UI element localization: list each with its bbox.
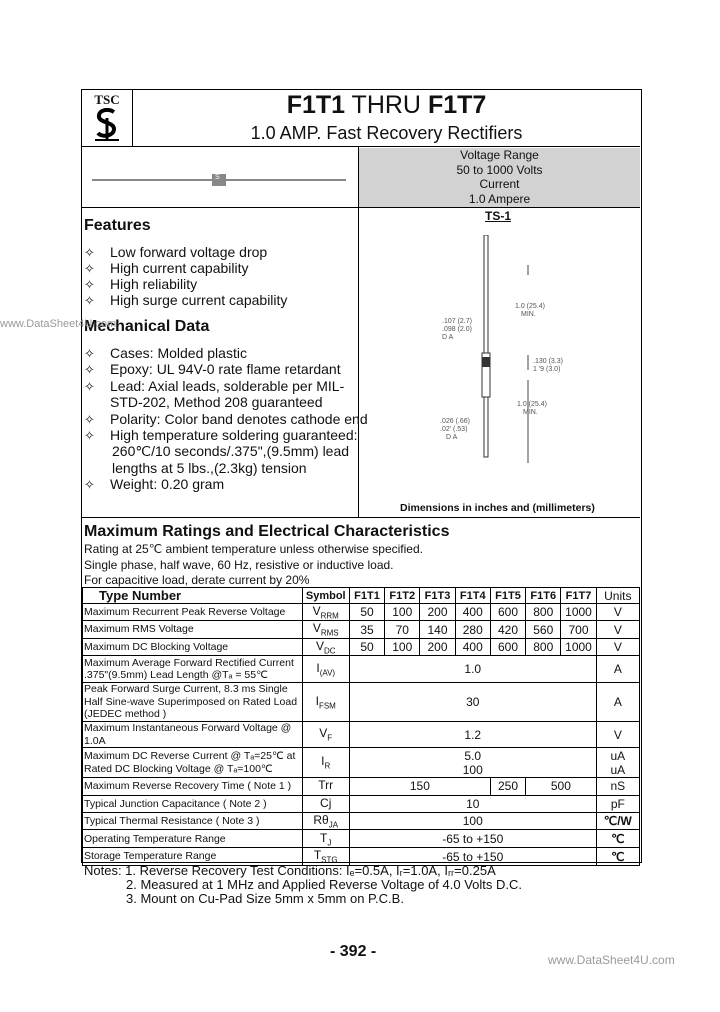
value-text: 1.2 bbox=[464, 727, 482, 742]
value-cell bbox=[349, 830, 596, 848]
symbol-main: V bbox=[312, 621, 321, 636]
value-cell bbox=[349, 722, 596, 748]
param-symbol bbox=[302, 604, 349, 621]
value-text: 100 bbox=[462, 762, 483, 777]
page-subtitle: 1.0 AMP. Fast Recovery Rectifiers bbox=[250, 123, 523, 143]
param-label: Maximum Instantaneous Forward Voltage @ 1.0A bbox=[83, 722, 303, 748]
dim-text: 1 '9 (3.0) bbox=[533, 366, 561, 373]
value-cell: 35 bbox=[349, 621, 384, 638]
mechanical-text: 260℃/10 seconds/.375",(9.5mm) lead bbox=[112, 443, 350, 460]
intro-line: Single phase, half wave, 60 Hz, resistive or inductive load. bbox=[84, 557, 394, 572]
param-symbol bbox=[302, 812, 349, 829]
value-cell: 140 bbox=[420, 621, 455, 638]
feature-item bbox=[84, 292, 287, 309]
mechanical-item bbox=[84, 427, 358, 444]
mechanical-text: Lead: Axial leads, solderable per MIL- bbox=[110, 377, 345, 394]
param-label: Maximum RMS Voltage bbox=[83, 621, 303, 638]
table-header-row bbox=[83, 588, 640, 604]
value-cell: 150 bbox=[349, 778, 490, 795]
diamond-bullet-icon: ✧ bbox=[84, 362, 95, 378]
package-outline-drawing bbox=[470, 235, 540, 465]
param-symbol bbox=[302, 722, 349, 748]
symbol-main: I bbox=[316, 660, 320, 675]
unit-text: nS bbox=[610, 779, 626, 794]
header-part: F1T4 bbox=[455, 588, 490, 604]
symbol-sub: FSM bbox=[318, 701, 336, 711]
value-cell: 100 bbox=[385, 638, 420, 655]
title-part1: F1T1 bbox=[286, 91, 346, 119]
table-row bbox=[83, 830, 640, 848]
param-label: Maximum Average Forward Rectified Current .375"(9.5mm) Lead Length @Tₐ = 55℃ bbox=[83, 656, 303, 683]
package-name: TS-1 bbox=[485, 209, 512, 223]
value-text: 10 bbox=[466, 796, 480, 811]
unit-text: ℃/W bbox=[603, 814, 632, 829]
mechanical-item bbox=[84, 378, 344, 395]
divider bbox=[82, 517, 640, 518]
page-number: - 392 - bbox=[330, 943, 377, 960]
unit-text: uA bbox=[610, 762, 626, 777]
diamond-bullet-icon: ✧ bbox=[84, 277, 95, 292]
unit-cell bbox=[596, 795, 639, 812]
dim-length-bottom bbox=[517, 401, 547, 417]
mechanical-item bbox=[84, 394, 322, 410]
value-text: 1.0 bbox=[464, 662, 482, 677]
logo-text: TSC bbox=[94, 92, 120, 107]
unit-cell bbox=[596, 812, 639, 829]
note-2: 2. Measured at 1 MHz and Applied Reverse Voltage of 4.0 Volts D.C. bbox=[126, 877, 522, 892]
range-line2: 50 to 1000 Volts bbox=[456, 162, 543, 177]
dimensions-caption: Dimensions in inches and (millimeters) bbox=[400, 502, 595, 514]
value-cell: 400 bbox=[455, 638, 490, 655]
diamond-bullet-icon: ✧ bbox=[84, 428, 95, 443]
param-label: Typical Junction Capacitance ( Note 2 ) bbox=[83, 795, 303, 812]
param-symbol bbox=[302, 683, 349, 722]
ratings-intro bbox=[84, 542, 423, 589]
mechanical-text: Epoxy: UL 94V-0 rate flame retardant bbox=[110, 361, 341, 378]
page-title bbox=[133, 91, 640, 120]
param-label: Storage Temperature Range bbox=[83, 848, 303, 865]
dim-lead-bottom bbox=[440, 418, 470, 442]
range-line4: 1.0 Ampere bbox=[468, 191, 531, 206]
header-part: F1T3 bbox=[420, 588, 455, 604]
note-3: 3. Mount on Cu-Pad Size 5mm x 5mm on P.C.B. bbox=[126, 891, 404, 906]
table-row bbox=[83, 604, 640, 621]
value-cell bbox=[349, 683, 596, 722]
symbol-main: V bbox=[315, 638, 324, 653]
value-text: -65 to +150 bbox=[442, 849, 504, 864]
value-cell: 400 bbox=[455, 604, 490, 621]
param-label: Typical Thermal Resistance ( Note 3 ) bbox=[83, 812, 303, 829]
symbol-sub: J bbox=[327, 838, 332, 848]
value-cell bbox=[349, 748, 596, 778]
diamond-bullet-icon: ✧ bbox=[84, 293, 95, 308]
symbol-main: Trr bbox=[318, 778, 334, 793]
unit-cell bbox=[596, 722, 639, 748]
unit-cell bbox=[596, 683, 639, 722]
mechanical-item bbox=[84, 345, 247, 362]
dim-text: 1.0 (25.4) bbox=[515, 303, 545, 310]
unit-text: ℃ bbox=[611, 849, 625, 864]
symbol-main: T bbox=[313, 848, 322, 863]
unit-text: A bbox=[613, 695, 622, 710]
unit-cell bbox=[596, 848, 639, 865]
dim-body-length bbox=[533, 358, 563, 374]
param-symbol bbox=[302, 830, 349, 848]
value-text: 5.0 bbox=[464, 748, 482, 763]
watermark-right: www.DataSheet4U.com bbox=[548, 953, 675, 967]
symbol-main: T bbox=[320, 830, 328, 845]
param-label: Maximum DC Reverse Current @ Tₐ=25℃ at Rated DC Blocking Voltage @ Tₐ=100℃ bbox=[83, 748, 303, 778]
diamond-bullet-icon: ✧ bbox=[84, 378, 95, 394]
ratings-table bbox=[82, 587, 640, 866]
value-cell: 600 bbox=[490, 604, 525, 621]
table-row bbox=[83, 748, 640, 778]
symbol-main: Rθ bbox=[313, 812, 329, 827]
dim-text: .107 (2.7) bbox=[442, 318, 472, 325]
unit-text: V bbox=[613, 639, 622, 654]
header-part: F1T6 bbox=[526, 588, 561, 604]
value-cell: 50 bbox=[349, 638, 384, 655]
value-cell: 800 bbox=[526, 604, 561, 621]
features-heading: Features bbox=[84, 217, 151, 234]
value-cell: 100 bbox=[385, 604, 420, 621]
value-cell: 800 bbox=[526, 638, 561, 655]
header-part: F1T2 bbox=[385, 588, 420, 604]
value-cell: 1000 bbox=[561, 638, 596, 655]
mechanical-item bbox=[84, 411, 368, 428]
unit-cell bbox=[596, 638, 639, 655]
value-text: 30 bbox=[466, 695, 480, 710]
value-text: 100 bbox=[462, 814, 483, 829]
unit-cell bbox=[596, 656, 639, 683]
table-row bbox=[83, 795, 640, 812]
mechanical-text: Weight: 0.20 gram bbox=[110, 476, 225, 493]
symbol-main: I bbox=[321, 754, 325, 769]
mechanical-item bbox=[84, 460, 307, 476]
value-cell: 600 bbox=[490, 638, 525, 655]
value-cell: 560 bbox=[526, 621, 561, 638]
unit-cell bbox=[596, 604, 639, 621]
dim-text: .02' (.53) bbox=[440, 426, 468, 433]
feature-item bbox=[84, 276, 197, 293]
dim-lead-dia bbox=[442, 318, 472, 342]
feature-item bbox=[84, 260, 249, 277]
unit-text: V bbox=[613, 727, 622, 742]
mechanical-text: lengths at 5 lbs.,(2.3kg) tension bbox=[112, 459, 307, 476]
symbol-main: V bbox=[312, 604, 321, 618]
header-type: Type Number bbox=[83, 588, 303, 604]
header-part: F1T5 bbox=[490, 588, 525, 604]
diamond-bullet-icon: ✧ bbox=[84, 411, 95, 427]
note-1: Notes: 1. Reverse Recovery Test Conditions: Iₑ=0.5A, Iᵣ=1.0A, Iᵣᵣ=0.25A bbox=[84, 863, 496, 878]
param-label: Operating Temperature Range bbox=[83, 830, 303, 848]
unit-text: uA bbox=[610, 748, 626, 763]
dim-text: .130 (3.3) bbox=[533, 358, 563, 365]
value-text: -65 to +150 bbox=[442, 831, 504, 846]
symbol-sub: R bbox=[324, 761, 331, 771]
dim-text: 1.0 (25.4) bbox=[517, 401, 547, 408]
diamond-bullet-icon: ✧ bbox=[84, 477, 95, 493]
table-row bbox=[83, 638, 640, 655]
param-symbol bbox=[302, 638, 349, 655]
diode-band-label: S bbox=[215, 174, 220, 181]
value-cell: 200 bbox=[420, 604, 455, 621]
mechanical-item bbox=[84, 476, 224, 493]
dim-text: MIN. bbox=[523, 409, 538, 416]
param-label: Maximum Reverse Recovery Time ( Note 1 ) bbox=[83, 778, 303, 795]
mechanical-text: Polarity: Color band denotes cathode end bbox=[110, 410, 368, 427]
feature-text: Low forward voltage drop bbox=[110, 244, 268, 260]
title-part2: F1T7 bbox=[427, 91, 487, 119]
range-text bbox=[359, 148, 640, 206]
mechanical-heading: Mechanical Data bbox=[84, 318, 210, 335]
mechanical-item bbox=[84, 443, 349, 460]
feature-text: High surge current capability bbox=[110, 292, 288, 308]
param-symbol bbox=[302, 656, 349, 683]
ratings-heading: Maximum Ratings and Electrical Characteristics bbox=[84, 523, 450, 540]
unit-text: A bbox=[613, 662, 622, 677]
value-cell: 50 bbox=[349, 604, 384, 621]
param-symbol bbox=[302, 621, 349, 638]
symbol-main: V bbox=[319, 726, 328, 741]
watermark-left: www.DataSheet4U.com bbox=[0, 318, 117, 330]
header-units: Units bbox=[596, 588, 639, 604]
feature-text: High current capability bbox=[110, 260, 249, 276]
table-row bbox=[83, 812, 640, 829]
value-cell bbox=[349, 812, 596, 829]
value-cell: 700 bbox=[561, 621, 596, 638]
mechanical-item bbox=[84, 361, 341, 378]
value-cell: 70 bbox=[385, 621, 420, 638]
header-symbol: Symbol bbox=[302, 588, 349, 604]
diode-illustration bbox=[88, 170, 352, 190]
diamond-bullet-icon: ✧ bbox=[84, 245, 95, 260]
table-row bbox=[83, 778, 640, 795]
symbol-main: I bbox=[315, 693, 319, 708]
title-thru: THRU bbox=[351, 91, 421, 119]
diamond-bullet-icon: ✧ bbox=[84, 261, 95, 276]
range-line3: Current bbox=[479, 177, 520, 191]
value-cell bbox=[349, 795, 596, 812]
dim-text: MIN. bbox=[521, 311, 536, 318]
symbol-sub: RMS bbox=[320, 628, 339, 638]
param-label: Maximum Recurrent Peak Reverse Voltage bbox=[83, 604, 303, 621]
mechanical-text: High temperature soldering guaranteed: bbox=[110, 427, 358, 443]
feature-text: High reliability bbox=[110, 276, 198, 292]
param-label: Peak Forward Surge Current, 8.3 ms Single Half Sine-wave Superimposed on Rated Load (JEDEC method ) bbox=[83, 683, 303, 722]
param-symbol bbox=[302, 795, 349, 812]
symbol-sub: DC bbox=[323, 646, 336, 656]
symbol-main: Cj bbox=[320, 795, 332, 810]
diamond-bullet-icon: ✧ bbox=[84, 346, 95, 361]
unit-text: pF bbox=[610, 796, 625, 811]
intro-line: Rating at 25℃ ambient temperature unless otherwise specified. bbox=[84, 542, 423, 556]
table-row bbox=[83, 683, 640, 722]
symbol-sub: JA bbox=[328, 820, 339, 830]
dim-text: .026 (.66) bbox=[440, 418, 470, 425]
dim-length-top bbox=[515, 303, 545, 319]
company-logo bbox=[82, 90, 133, 146]
symbol-sub: STG bbox=[321, 855, 338, 865]
feature-item bbox=[84, 244, 267, 261]
param-label: Maximum DC Blocking Voltage bbox=[83, 638, 303, 655]
dim-text: D A bbox=[442, 334, 454, 341]
logo-symbol-icon bbox=[94, 108, 120, 142]
symbol-sub: RRM bbox=[320, 611, 339, 621]
param-symbol bbox=[302, 748, 349, 778]
unit-cell bbox=[596, 830, 639, 848]
intro-line: For capacitive load, derate current by 20% bbox=[84, 573, 310, 587]
table-row bbox=[83, 621, 640, 638]
value-cell bbox=[349, 656, 596, 683]
unit-text: ℃ bbox=[611, 831, 625, 846]
header-part: F1T7 bbox=[561, 588, 596, 604]
symbol-sub: (AV) bbox=[319, 668, 336, 678]
divider bbox=[82, 146, 640, 147]
divider bbox=[82, 207, 640, 208]
unit-cell bbox=[596, 778, 639, 795]
header-part: F1T1 bbox=[349, 588, 384, 604]
unit-text: V bbox=[613, 622, 622, 637]
value-cell: 420 bbox=[490, 621, 525, 638]
range-line1: Voltage Range bbox=[460, 148, 539, 162]
unit-cell bbox=[596, 621, 639, 638]
mechanical-text: Cases: Molded plastic bbox=[110, 345, 247, 361]
value-cell: 200 bbox=[420, 638, 455, 655]
mechanical-text: STD-202, Method 208 guaranteed bbox=[110, 394, 323, 411]
param-symbol bbox=[302, 778, 349, 795]
table-row bbox=[83, 656, 640, 683]
dim-text: D A bbox=[446, 434, 458, 441]
value-cell: 500 bbox=[526, 778, 597, 795]
symbol-sub: F bbox=[327, 733, 333, 743]
unit-text: V bbox=[613, 605, 622, 620]
value-cell: 280 bbox=[455, 621, 490, 638]
value-cell: 1000 bbox=[561, 604, 596, 621]
table-row bbox=[83, 722, 640, 748]
unit-cell bbox=[596, 748, 639, 778]
value-cell: 250 bbox=[490, 778, 525, 795]
dim-text: .098 (2.0) bbox=[442, 326, 472, 333]
